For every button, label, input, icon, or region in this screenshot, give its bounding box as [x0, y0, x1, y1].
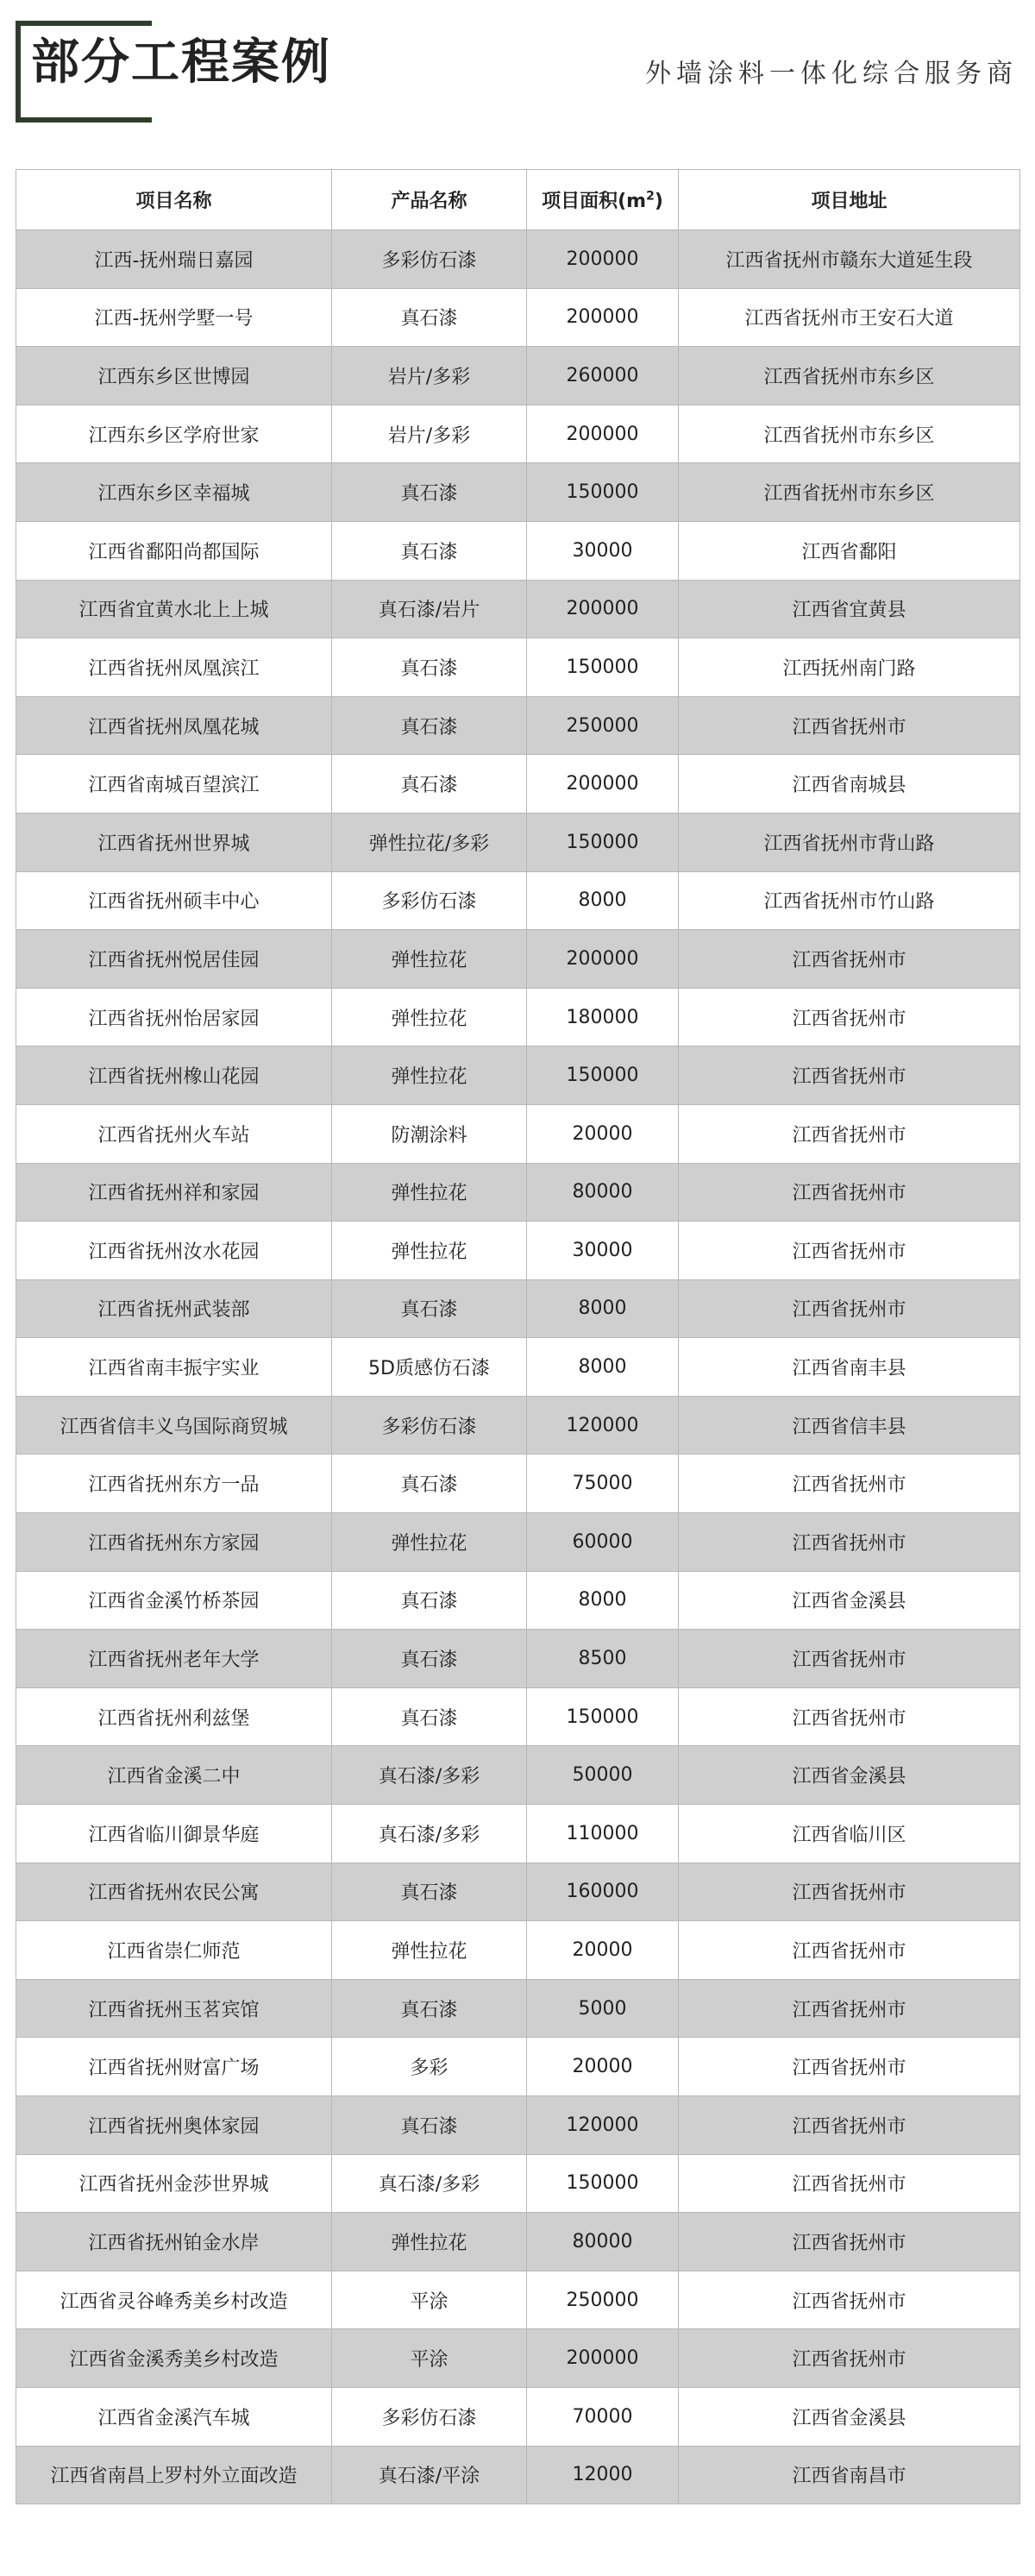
- cell-project-area: 200000: [527, 755, 679, 814]
- cell-project-address: 江西省金溪县: [679, 1571, 1020, 1630]
- cell-project-address: 江西省金溪县: [679, 2387, 1020, 2446]
- table-row: [16, 2387, 1020, 2446]
- cell-product-name: 岩片/多彩: [332, 405, 527, 463]
- cell-product-name: 真石漆/平涂: [332, 2446, 527, 2504]
- cell-project-address: 江西省抚州市: [679, 2154, 1020, 2213]
- table-row: [16, 1630, 1020, 1688]
- table-row: [16, 1921, 1020, 1980]
- table-row: [16, 405, 1020, 463]
- cell-project-name: 江西省金溪秀美乡村改造: [16, 2329, 332, 2388]
- cell-project-address: 江西省抚州市: [679, 696, 1020, 755]
- table-row: [16, 1571, 1020, 1630]
- cell-product-name: 真石漆: [332, 463, 527, 522]
- cell-project-name: 江西省宜黄水北上上城: [16, 580, 332, 638]
- header-area-suffix: ): [654, 191, 663, 212]
- cell-project-area: 75000: [527, 1454, 679, 1513]
- cell-product-name: 弹性拉花: [332, 930, 527, 989]
- cell-project-address: 江西省临川区: [679, 1805, 1020, 1863]
- cell-project-area: 110000: [527, 1805, 679, 1863]
- cell-product-name: 真石漆: [332, 1687, 527, 1746]
- cell-project-area: 150000: [527, 638, 679, 697]
- cell-project-name: 江西省抚州农民公寓: [16, 1863, 332, 1921]
- table-row: [16, 2446, 1020, 2504]
- cell-project-area: 12000: [527, 2446, 679, 2504]
- cell-project-address: 江西省抚州市王安石大道: [679, 288, 1020, 347]
- cell-project-area: 250000: [527, 2271, 679, 2329]
- cell-product-name: 真石漆/多彩: [332, 1805, 527, 1863]
- cell-project-address: 江西省抚州市: [679, 1454, 1020, 1513]
- cell-product-name: 弹性拉花: [332, 988, 527, 1046]
- cell-project-address: 江西省宜黄县: [679, 580, 1020, 638]
- cell-product-name: 弹性拉花: [332, 1046, 527, 1105]
- table-row: [16, 988, 1020, 1046]
- cell-project-name: 江西省抚州凤凰滨江: [16, 638, 332, 697]
- cell-project-name: 江西省南城百望滨江: [16, 755, 332, 814]
- cell-project-area: 70000: [527, 2387, 679, 2446]
- cell-project-address: 江西抚州南门路: [679, 638, 1020, 697]
- cell-product-name: 真石漆: [332, 2096, 527, 2155]
- cell-project-area: 150000: [527, 2154, 679, 2213]
- cell-project-name: 江西省信丰义乌国际商贸城: [16, 1396, 332, 1454]
- cell-project-address: 江西省抚州市: [679, 1863, 1020, 1921]
- cell-project-address: 江西省抚州市: [679, 1279, 1020, 1338]
- cell-project-area: 200000: [527, 288, 679, 347]
- cell-product-name: 多彩: [332, 2038, 527, 2096]
- table-row: [16, 463, 1020, 522]
- cell-project-name: 江西东乡区世博园: [16, 347, 332, 405]
- cell-product-name: 真石漆/多彩: [332, 1746, 527, 1805]
- cell-product-name: 多彩仿石漆: [332, 1396, 527, 1454]
- cell-product-name: 真石漆: [332, 696, 527, 755]
- cell-project-name: 江西省抚州怡居家园: [16, 988, 332, 1046]
- cell-project-address: 江西省南丰县: [679, 1338, 1020, 1397]
- table-row: [16, 347, 1020, 405]
- table-row: [16, 871, 1020, 930]
- cell-project-area: 150000: [527, 1046, 679, 1105]
- cell-product-name: 弹性拉花: [332, 1222, 527, 1280]
- cell-project-area: 8500: [527, 1630, 679, 1688]
- project-table: [16, 169, 1020, 2504]
- cell-product-name: 真石漆: [332, 1979, 527, 2038]
- table-row: [16, 2154, 1020, 2213]
- cell-product-name: 真石漆/岩片: [332, 580, 527, 638]
- cell-project-area: 8000: [527, 1571, 679, 1630]
- cell-project-name: 江西东乡区幸福城: [16, 463, 332, 522]
- project-table-container: [16, 169, 1019, 2504]
- table-row: [16, 1513, 1020, 1572]
- cell-project-address: 江西省抚州市赣东大道延生段: [679, 230, 1020, 289]
- table-row: [16, 1163, 1020, 1222]
- table-row: [16, 1746, 1020, 1805]
- cell-product-name: 真石漆: [332, 755, 527, 814]
- table-row: [16, 2329, 1020, 2388]
- table-row: [16, 696, 1020, 755]
- cell-project-name: 江西-抚州学墅一号: [16, 288, 332, 347]
- cell-project-area: 160000: [527, 1863, 679, 1921]
- cell-project-area: 150000: [527, 1687, 679, 1746]
- cell-project-name: 江西省抚州悦居佳园: [16, 930, 332, 989]
- header-product-name: 产品名称: [332, 170, 527, 230]
- cell-project-address: 江西省抚州市: [679, 1630, 1020, 1688]
- cell-project-name: 江西省金溪汽车城: [16, 2387, 332, 2446]
- cell-project-name: 江西省抚州玉茗宾馆: [16, 1979, 332, 2038]
- cell-product-name: 真石漆: [332, 1279, 527, 1338]
- cell-product-name: 平涂: [332, 2271, 527, 2329]
- cell-project-address: 江西省抚州市竹山路: [679, 871, 1020, 930]
- cell-product-name: 真石漆: [332, 1571, 527, 1630]
- cell-project-address: 江西省抚州市: [679, 2329, 1020, 2388]
- cell-project-name: 江西省抚州祥和家园: [16, 1163, 332, 1222]
- cell-project-area: 200000: [527, 930, 679, 989]
- table-row: [16, 288, 1020, 347]
- table-row: [16, 638, 1020, 697]
- table-row: [16, 2213, 1020, 2271]
- cell-project-address: 江西省抚州市: [679, 1104, 1020, 1163]
- cell-product-name: 防潮涂料: [332, 1104, 527, 1163]
- cell-project-area: 20000: [527, 2038, 679, 2096]
- cell-project-name: 江西省抚州武装部: [16, 1279, 332, 1338]
- cell-project-area: 20000: [527, 1104, 679, 1163]
- cell-project-address: 江西省抚州市: [679, 1513, 1020, 1572]
- cell-project-area: 120000: [527, 1396, 679, 1454]
- header-area-superscript: 2: [646, 189, 655, 204]
- cell-project-address: 江西省抚州市: [679, 988, 1020, 1046]
- cell-product-name: 真石漆: [332, 638, 527, 697]
- cell-project-address: 江西省抚州市: [679, 1979, 1020, 2038]
- cell-project-name: 江西省抚州硕丰中心: [16, 871, 332, 930]
- header-area-text: 项目面积(m: [542, 191, 647, 212]
- cell-product-name: 5D质感仿石漆: [332, 1338, 527, 1397]
- table-row: [16, 1396, 1020, 1454]
- cell-project-name: 江西省金溪竹桥茶园: [16, 1571, 332, 1630]
- cell-project-name: 江西省抚州橡山花园: [16, 1046, 332, 1105]
- cell-project-name: 江西省临川御景华庭: [16, 1805, 332, 1863]
- cell-project-address: 江西省抚州市: [679, 1222, 1020, 1280]
- cell-project-name: 江西省抚州铂金水岸: [16, 2213, 332, 2271]
- cell-project-name: 江西省南丰振宇实业: [16, 1338, 332, 1397]
- cell-product-name: 岩片/多彩: [332, 347, 527, 405]
- cell-project-address: 江西省抚州市东乡区: [679, 405, 1020, 463]
- cell-project-address: 江西省抚州市东乡区: [679, 463, 1020, 522]
- cell-project-name: 江西省南昌上罗村外立面改造: [16, 2446, 332, 2504]
- cell-project-area: 80000: [527, 2213, 679, 2271]
- table-row: [16, 813, 1020, 871]
- table-body: [16, 230, 1020, 2504]
- cell-project-name: 江西省抚州世界城: [16, 813, 332, 871]
- cell-project-area: 80000: [527, 1163, 679, 1222]
- cell-project-name: 江西省抚州东方家园: [16, 1513, 332, 1572]
- table-row: [16, 1222, 1020, 1280]
- table-row: [16, 755, 1020, 814]
- cell-project-area: 150000: [527, 813, 679, 871]
- cell-project-address: 江西省抚州市: [679, 1046, 1020, 1105]
- table-row: [16, 521, 1020, 580]
- cell-project-area: 200000: [527, 230, 679, 289]
- cell-project-area: 200000: [527, 580, 679, 638]
- cell-project-name: 江西省鄱阳尚都国际: [16, 521, 332, 580]
- cell-project-area: 8000: [527, 871, 679, 930]
- table-row: [16, 2271, 1020, 2329]
- cell-product-name: 弹性拉花: [332, 1163, 527, 1222]
- table-row: [16, 2038, 1020, 2096]
- cell-project-name: 江西省灵谷峰秀美乡村改造: [16, 2271, 332, 2329]
- cell-project-address: 江西省信丰县: [679, 1396, 1020, 1454]
- cell-product-name: 弹性拉花: [332, 1921, 527, 1980]
- cell-project-name: 江西省抚州东方一品: [16, 1454, 332, 1513]
- cell-product-name: 弹性拉花: [332, 2213, 527, 2271]
- cell-project-address: 江西省抚州市背山路: [679, 813, 1020, 871]
- cell-product-name: 真石漆: [332, 288, 527, 347]
- table-row: [16, 1104, 1020, 1163]
- header-project-address: 项目地址: [679, 170, 1020, 230]
- cell-product-name: 平涂: [332, 2329, 527, 2388]
- cell-product-name: 真石漆/多彩: [332, 2154, 527, 2213]
- cell-project-name: 江西省抚州凤凰花城: [16, 696, 332, 755]
- table-row: [16, 230, 1020, 289]
- cell-project-area: 120000: [527, 2096, 679, 2155]
- cell-product-name: 弹性拉花/多彩: [332, 813, 527, 871]
- cell-project-area: 30000: [527, 1222, 679, 1280]
- cell-project-name: 江西省抚州奥体家园: [16, 2096, 332, 2155]
- cell-product-name: 真石漆: [332, 521, 527, 580]
- cell-product-name: 真石漆: [332, 1630, 527, 1688]
- cell-project-area: 260000: [527, 347, 679, 405]
- table-row: [16, 1863, 1020, 1921]
- cell-project-name: 江西省抚州汝水花园: [16, 1222, 332, 1280]
- cell-project-area: 8000: [527, 1338, 679, 1397]
- table-row: [16, 1454, 1020, 1513]
- table-row: [16, 2096, 1020, 2155]
- cell-project-address: 江西省南城县: [679, 755, 1020, 814]
- cell-project-area: 250000: [527, 696, 679, 755]
- table-row: [16, 1279, 1020, 1338]
- cell-product-name: 多彩仿石漆: [332, 2387, 527, 2446]
- page-title: 部分工程案例: [31, 35, 331, 91]
- cell-project-area: 50000: [527, 1746, 679, 1805]
- page-subtitle: 外墙涂料一体化综合服务商: [645, 59, 1018, 89]
- cell-project-area: 20000: [527, 1921, 679, 1980]
- table-header-row: [16, 170, 1020, 230]
- cell-project-address: 江西省抚州市: [679, 930, 1020, 989]
- cell-project-area: 30000: [527, 521, 679, 580]
- cell-project-name: 江西省崇仁师范: [16, 1921, 332, 1980]
- cell-project-area: 200000: [527, 405, 679, 463]
- table-row: [16, 1805, 1020, 1863]
- cell-project-address: 江西省抚州市: [679, 1921, 1020, 1980]
- table-row: [16, 1979, 1020, 2038]
- cell-product-name: 真石漆: [332, 1454, 527, 1513]
- table-row: [16, 930, 1020, 989]
- cell-project-area: 180000: [527, 988, 679, 1046]
- cell-project-area: 8000: [527, 1279, 679, 1338]
- table-row: [16, 1687, 1020, 1746]
- cell-project-name: 江西省抚州金莎世界城: [16, 2154, 332, 2213]
- cell-project-area: 150000: [527, 463, 679, 522]
- cell-project-address: 江西省南昌市: [679, 2446, 1020, 2504]
- table-row: [16, 1046, 1020, 1105]
- cell-product-name: 弹性拉花: [332, 1513, 527, 1572]
- cell-project-name: 江西省金溪二中: [16, 1746, 332, 1805]
- table-row: [16, 580, 1020, 638]
- cell-project-address: 江西省抚州市: [679, 2213, 1020, 2271]
- cell-project-address: 江西省鄱阳: [679, 521, 1020, 580]
- cell-project-name: 江西省抚州财富广场: [16, 2038, 332, 2096]
- cell-project-address: 江西省抚州市: [679, 2096, 1020, 2155]
- cell-product-name: 真石漆: [332, 1863, 527, 1921]
- cell-project-address: 江西省抚州市: [679, 2038, 1020, 2096]
- cell-project-address: 江西省抚州市东乡区: [679, 347, 1020, 405]
- header-project-area: [527, 170, 679, 230]
- cell-project-address: 江西省金溪县: [679, 1746, 1020, 1805]
- cell-project-name: 江西省抚州老年大学: [16, 1630, 332, 1688]
- table-row: [16, 1338, 1020, 1397]
- cell-project-area: 5000: [527, 1979, 679, 2038]
- header-project-name: 项目名称: [16, 170, 332, 230]
- cell-product-name: 多彩仿石漆: [332, 871, 527, 930]
- cell-project-name: 江西东乡区学府世家: [16, 405, 332, 463]
- cell-project-address: 江西省抚州市: [679, 2271, 1020, 2329]
- page-header: [0, 0, 1035, 164]
- cell-project-address: 江西省抚州市: [679, 1687, 1020, 1746]
- cell-project-area: 60000: [527, 1513, 679, 1572]
- cell-product-name: 多彩仿石漆: [332, 230, 527, 289]
- cell-project-area: 200000: [527, 2329, 679, 2388]
- cell-project-name: 江西-抚州瑞日嘉园: [16, 230, 332, 289]
- cell-project-name: 江西省抚州利兹堡: [16, 1687, 332, 1746]
- cell-project-address: 江西省抚州市: [679, 1163, 1020, 1222]
- cell-project-name: 江西省抚州火车站: [16, 1104, 332, 1163]
